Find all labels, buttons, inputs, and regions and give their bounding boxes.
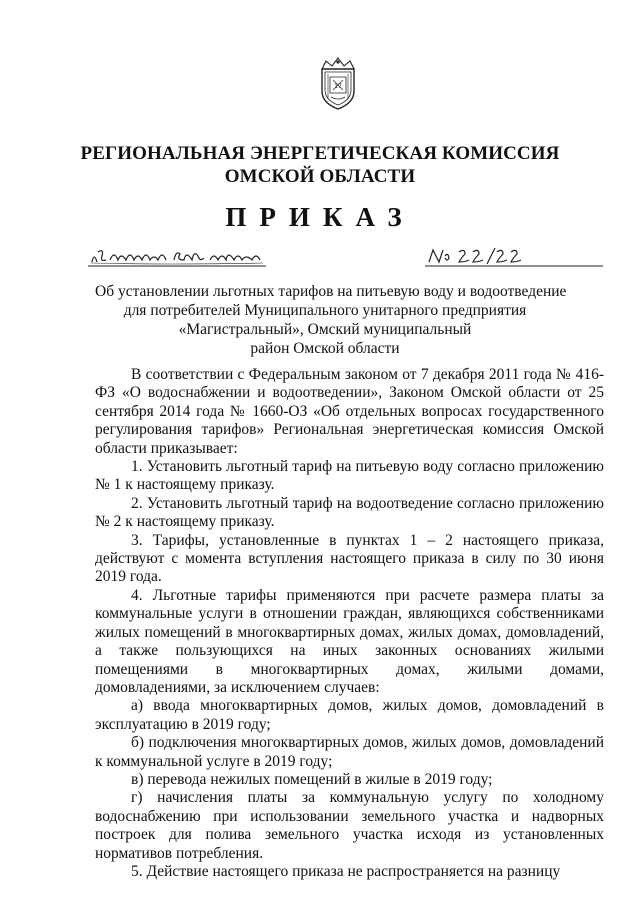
clause-4b: б) подключения многоквартирных домов, жилых домов, домовладений к коммунальной услуге в 2019 году;	[95, 734, 604, 770]
clause-4: 4. Льготные тарифы применяются при расчете размера платы за коммунальные услуги в отношении граждан, являющихся собственниками жилых помещений в многоквартирных домах, жилых домах, домовладений, а также пользующихся на иных законных основаниях жилыми помещениями в многоквартирных домах, жилыми домами, домовладениями, за исключением случаев:	[95, 586, 604, 696]
clause-4a: а) ввода многоквартирных домов, жилых домов, домовладений в эксплуатацию в 2019 году;	[95, 697, 604, 733]
clause-5: 5. Действие настоящего приказа не распространяется на разницу	[131, 862, 561, 880]
order-body	[95, 366, 604, 881]
subject-line: Об установлении льготных тарифов на питьевую воду и водоотведение	[95, 283, 567, 300]
order-subject	[95, 282, 567, 358]
preamble-paragraph: В соответствии с Федеральным законом от 7 декабря 2011 года № 416-ФЗ «О водоснабжении и водоотведении», Законом Омской области от 25 сентября 2014 года № 1660-ОЗ «Об отдельных вопросах государственного регулирования тарифов» Региональная энергетическая комиссия Омской области приказывает:	[95, 366, 604, 457]
document-type-title: ПРИКАЗ	[225, 202, 415, 232]
subject-line: «Магистральный», Омский муниципальный	[178, 321, 472, 338]
handwritten-date	[88, 238, 268, 272]
omsk-coat-of-arms-icon	[316, 55, 360, 111]
authority-name-line1: РЕГИОНАЛЬНАЯ ЭНЕРГЕТИЧЕСКАЯ КОМИССИЯ	[80, 143, 560, 164]
clause-2: 2. Установить льготный тариф на водоотведение согласно приложению № 2 к настоящему приказу.	[95, 494, 604, 531]
subject-line: для потребителей Муниципального унитарного предприятия	[123, 302, 527, 319]
svg-text:17: 17	[334, 83, 342, 90]
order-number-field	[425, 238, 605, 272]
authority-name-line2: ОМСКОЙ ОБЛАСТИ	[224, 166, 416, 187]
clause-1: 1. Установить льготный тариф на питьевую воду согласно приложению № 1 к настоящему приказу.	[95, 458, 604, 494]
subject-line: район Омской области	[250, 340, 400, 357]
clause-4v: в) перевода нежилых помещений в жилые в 2019 году;	[131, 770, 493, 788]
clause-3: 3. Тарифы, установленные в пунктах 1 – 2 настоящего приказа, действуют с момента вступления настоящего приказа в силу по 30 июня 2019 года.	[95, 531, 604, 586]
clause-4g: г) начисления платы за коммунальную услугу по холодному водоснабжению при использовании земельного участка и надворных построек для полива земельного участка исходя из установленных нормативов потребления.	[95, 789, 604, 862]
